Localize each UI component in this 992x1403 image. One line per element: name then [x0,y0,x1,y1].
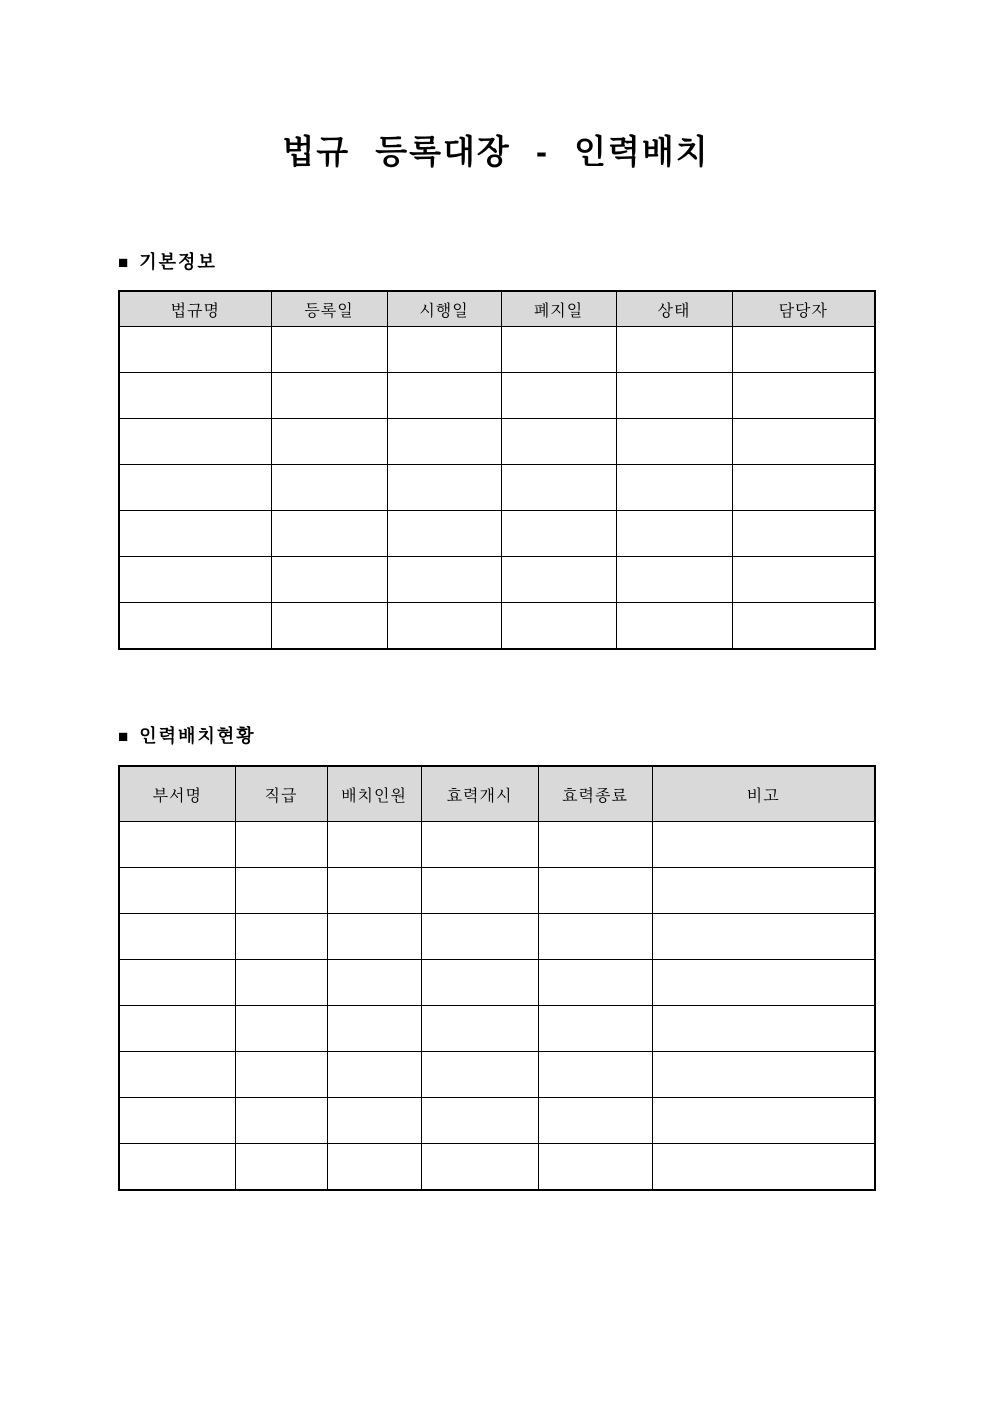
table-row [119,1098,875,1144]
empty-cell [235,1052,327,1098]
column-header-effect-end: 효력종료 [538,766,652,822]
section-heading-basic-info [118,252,217,274]
empty-cell [235,914,327,960]
empty-cell [538,822,652,868]
empty-cell [501,327,616,373]
empty-cell [327,914,421,960]
empty-cell [119,1098,235,1144]
section-label-staffing-status: 인력배치현황 [139,726,256,746]
column-header-assigned-count: 배치인원 [327,766,421,822]
column-header-department: 부서명 [119,766,235,822]
empty-cell [652,1144,875,1191]
table-row [119,419,875,465]
empty-cell [501,511,616,557]
empty-cell [387,419,501,465]
empty-cell [327,1144,421,1191]
empty-cell [538,1098,652,1144]
empty-cell [501,465,616,511]
table-row [119,511,875,557]
empty-cell [119,327,271,373]
table-row [119,1144,875,1191]
empty-cell [652,914,875,960]
empty-cell [327,1006,421,1052]
column-header-status: 상태 [616,291,732,327]
empty-cell [652,960,875,1006]
empty-cell [119,419,271,465]
empty-cell [387,327,501,373]
empty-cell [616,419,732,465]
empty-cell [421,822,538,868]
empty-cell [119,557,271,603]
empty-cell [387,603,501,650]
column-header-position: 직급 [235,766,327,822]
empty-cell [501,373,616,419]
table-row [119,603,875,650]
empty-cell [387,465,501,511]
empty-cell [271,603,387,650]
section-label-basic-info: 기본정보 [139,252,217,272]
square-bullet-icon: ■ [118,727,129,747]
empty-cell [235,822,327,868]
empty-cell [421,1006,538,1052]
table-row [119,868,875,914]
empty-cell [421,1098,538,1144]
table-row [119,914,875,960]
empty-cell [616,511,732,557]
empty-cell [119,822,235,868]
empty-cell [732,511,875,557]
empty-cell [327,1052,421,1098]
empty-cell [501,419,616,465]
empty-cell [538,1144,652,1191]
empty-cell [538,1006,652,1052]
column-header-manager: 담당자 [732,291,875,327]
basic-info-table-body [119,327,875,650]
empty-cell [652,1006,875,1052]
empty-cell [119,960,235,1006]
empty-cell [235,1006,327,1052]
empty-cell [119,603,271,650]
empty-cell [271,465,387,511]
empty-cell [616,557,732,603]
empty-cell [538,960,652,1006]
empty-cell [538,914,652,960]
empty-cell [501,603,616,650]
table-row [119,822,875,868]
empty-cell [119,465,271,511]
column-header-enforcement-date: 시행일 [387,291,501,327]
empty-cell [501,557,616,603]
empty-cell [235,1098,327,1144]
empty-cell [732,327,875,373]
table-row [119,465,875,511]
empty-cell [327,868,421,914]
empty-cell [235,868,327,914]
empty-cell [327,822,421,868]
table-row [119,960,875,1006]
empty-cell [421,1052,538,1098]
empty-cell [271,327,387,373]
header-row [119,766,875,822]
empty-cell [119,1144,235,1191]
empty-cell [271,373,387,419]
empty-cell [119,868,235,914]
empty-cell [421,960,538,1006]
empty-cell [732,465,875,511]
empty-cell [119,511,271,557]
empty-cell [271,419,387,465]
table-row [119,1052,875,1098]
empty-cell [119,1052,235,1098]
empty-cell [235,960,327,1006]
column-header-effect-start: 효력개시 [421,766,538,822]
empty-cell [616,327,732,373]
empty-cell [235,1144,327,1191]
empty-cell [119,914,235,960]
empty-cell [652,868,875,914]
column-header-remarks: 비고 [652,766,875,822]
page-title: 법규 등록대장 - 인력배치 [282,133,710,170]
empty-cell [732,419,875,465]
empty-cell [327,960,421,1006]
table-row [119,373,875,419]
empty-cell [327,1098,421,1144]
empty-cell [538,868,652,914]
staffing-status-table-head [119,766,875,822]
table-row [119,327,875,373]
empty-cell [732,557,875,603]
square-bullet-icon: ■ [118,253,129,273]
header-row [119,291,875,327]
empty-cell [616,465,732,511]
empty-cell [652,1052,875,1098]
table-row [119,1006,875,1052]
basic-info-table [118,290,876,650]
column-header-regulation-name: 법규명 [119,291,271,327]
empty-cell [652,822,875,868]
staffing-status-table [118,765,876,1191]
empty-cell [387,511,501,557]
empty-cell [271,557,387,603]
empty-cell [119,373,271,419]
table-row [119,557,875,603]
empty-cell [616,373,732,419]
empty-cell [119,1006,235,1052]
empty-cell [387,557,501,603]
empty-cell [732,603,875,650]
empty-cell [652,1098,875,1144]
empty-cell [421,868,538,914]
basic-info-table-head [119,291,875,327]
column-header-registration-date: 등록일 [271,291,387,327]
empty-cell [421,914,538,960]
empty-cell [732,373,875,419]
column-header-abolition-date: 폐지일 [501,291,616,327]
empty-cell [538,1052,652,1098]
section-heading-staffing-status [118,726,256,748]
staffing-status-table-body [119,822,875,1191]
empty-cell [387,373,501,419]
empty-cell [421,1144,538,1191]
empty-cell [271,511,387,557]
empty-cell [616,603,732,650]
